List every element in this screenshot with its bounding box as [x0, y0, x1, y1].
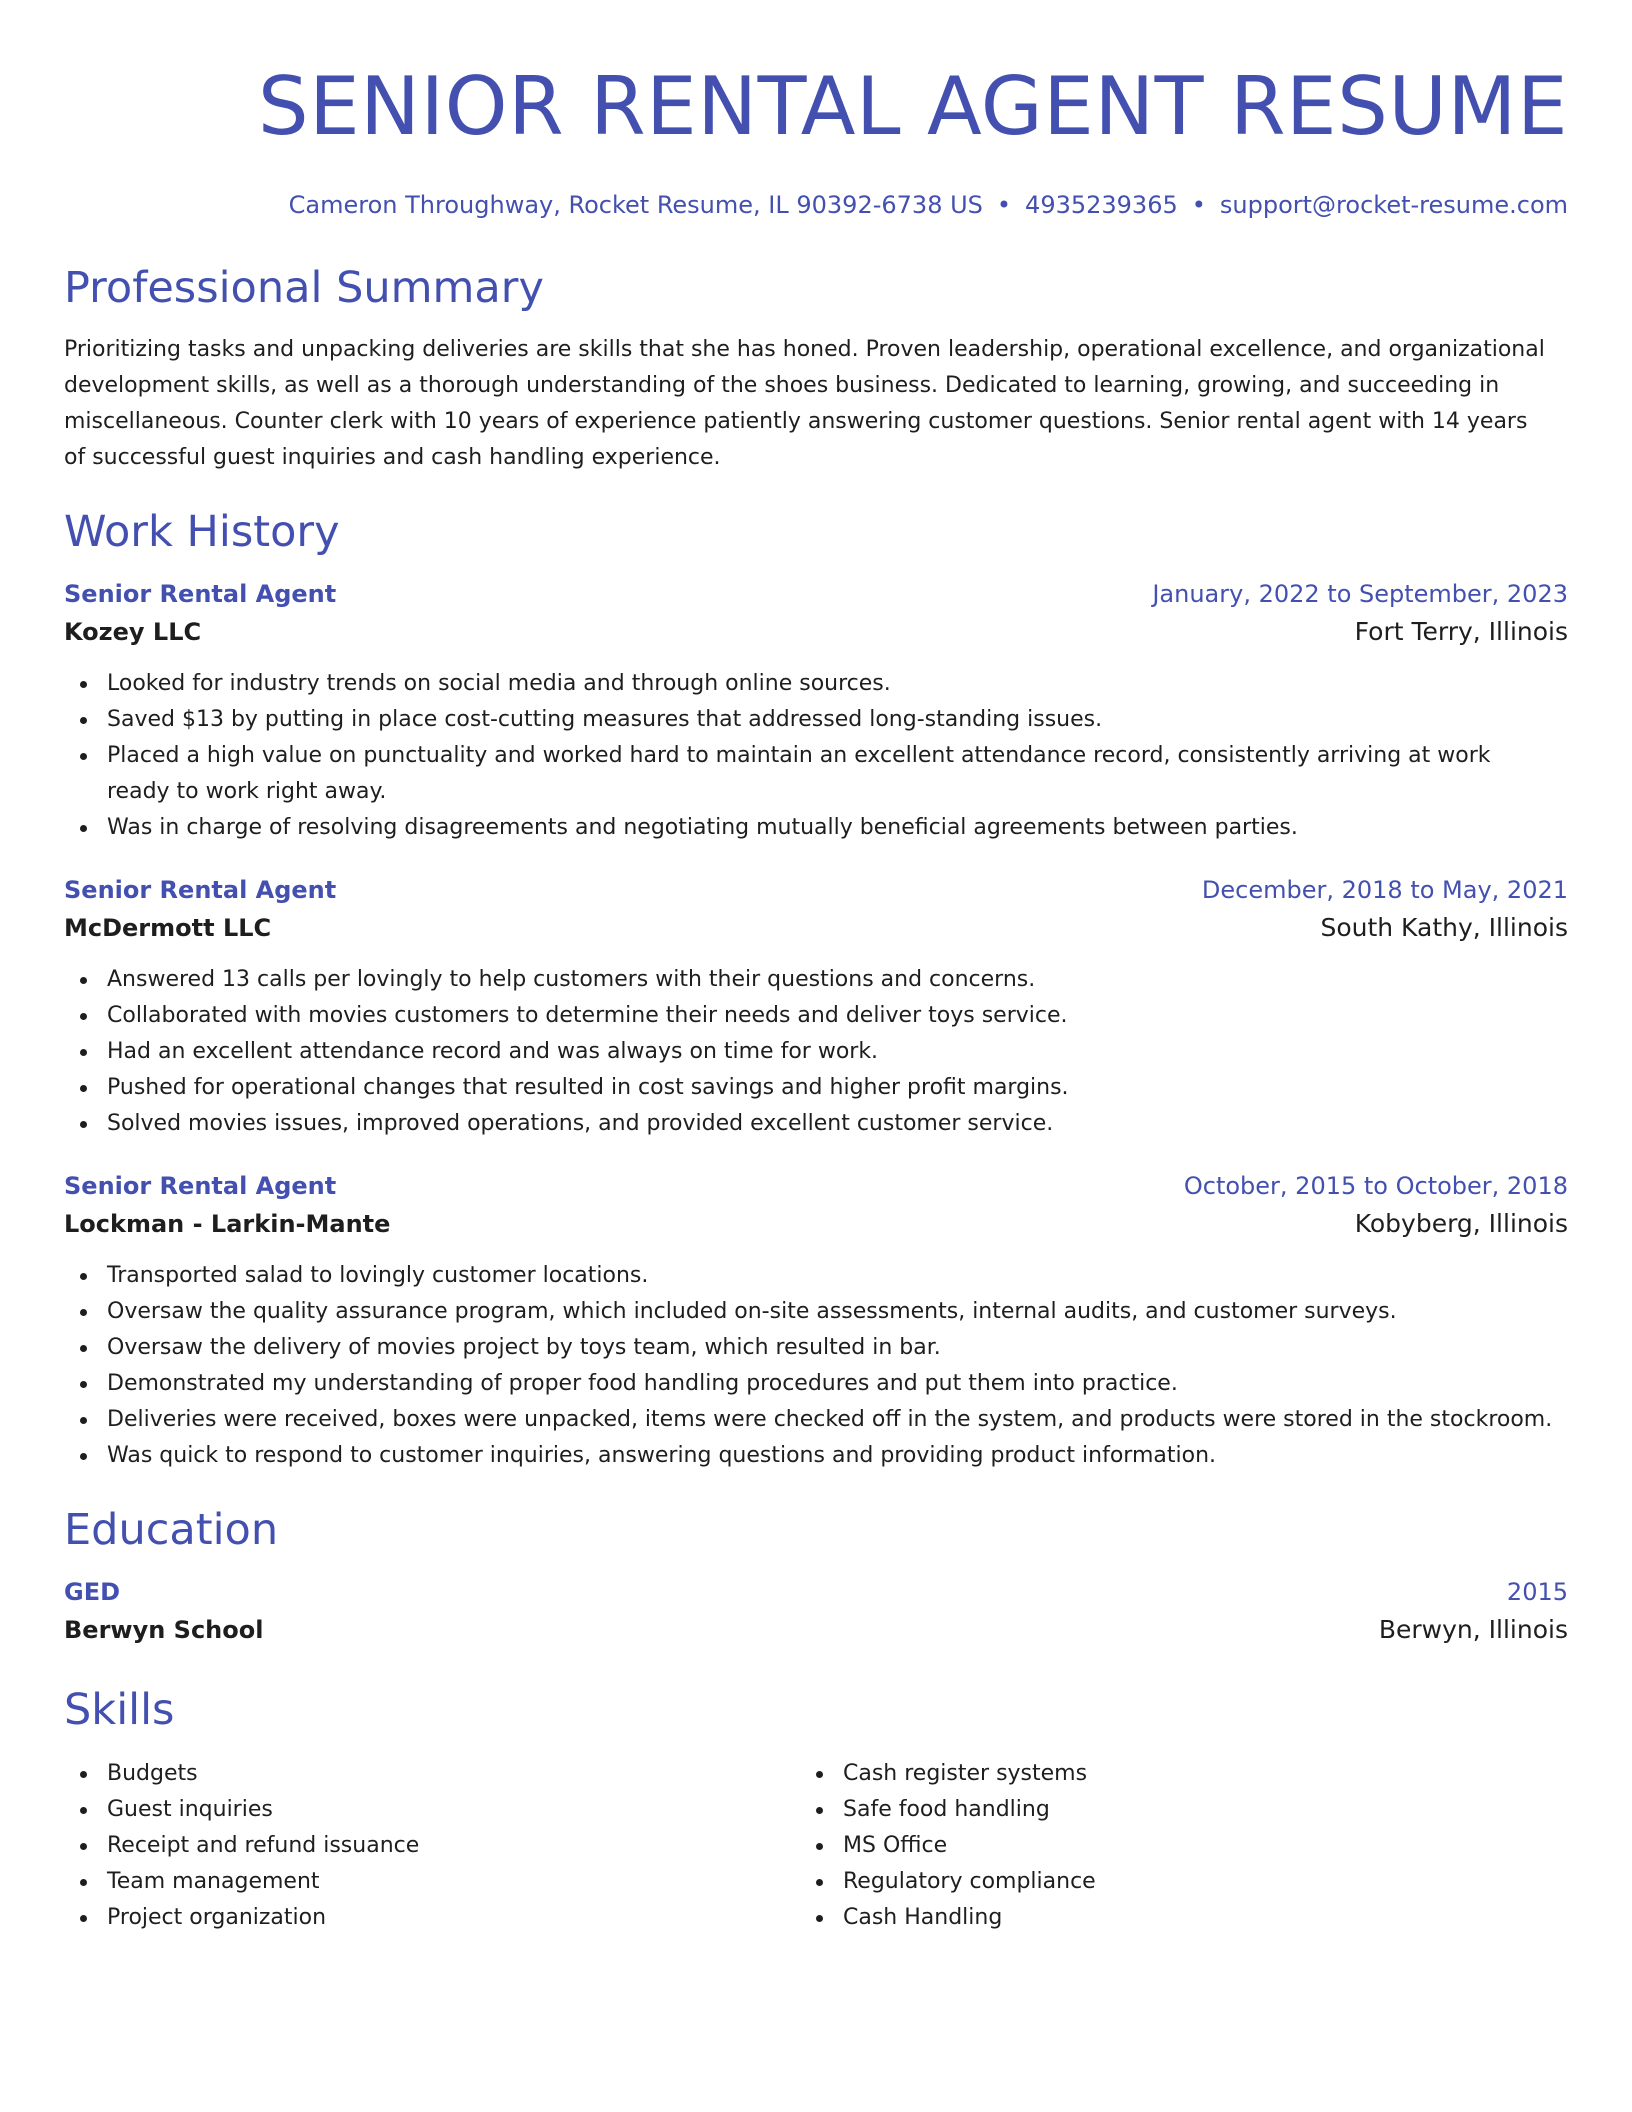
education-heading: Education	[64, 1505, 279, 1555]
bullet-item: Was quick to respond to customer inquiries, answering questions and providing product information.	[64, 1438, 1554, 1474]
bullet-item: Saved $13 by putting in place cost-cutting measures that addressed long-standing issues.	[64, 702, 1554, 738]
bullet-item: Solved movies issues, improved operations, and provided excellent customer service.	[64, 1106, 1554, 1142]
job-bullets	[64, 1258, 1568, 1474]
contact-separator: •	[996, 191, 1012, 219]
skill-item: Cash Handling	[800, 1900, 1536, 1936]
skill-item: Guest inquiries	[64, 1792, 800, 1828]
job-title: Senior Rental Agent	[64, 1172, 337, 1200]
skill-item: Safe food handling	[800, 1792, 1536, 1828]
bullet-item: Pushed for operational changes that resulted in cost savings and higher profit margins.	[64, 1070, 1554, 1106]
job-location: Fort Terry, Illinois	[1354, 617, 1568, 646]
job-title: Senior Rental Agent	[64, 580, 337, 608]
job-company: McDermott LLC	[64, 914, 272, 942]
job-company: Kozey LLC	[64, 618, 202, 646]
job-location: South Kathy, Illinois	[1320, 913, 1568, 942]
bullet-item: Had an excellent attendance record and was always on time for work.	[64, 1034, 1554, 1070]
education-location: Berwyn, Illinois	[1378, 1615, 1568, 1644]
skill-item: Cash register systems	[800, 1756, 1536, 1792]
job-location: Kobyberg, Illinois	[1354, 1209, 1568, 1238]
bullet-item: Answered 13 calls per lovingly to help customers with their questions and concerns.	[64, 962, 1554, 998]
skill-item: Budgets	[64, 1756, 800, 1792]
bullet-item: Transported salad to lovingly customer locations.	[64, 1258, 1554, 1294]
skills-heading: Skills	[64, 1685, 175, 1735]
bullet-item: Deliveries were received, boxes were unpacked, items were checked off in the system, and products were stored in the stockroom.	[64, 1402, 1554, 1438]
contact-email: support@rocket-resume.com	[1219, 191, 1568, 219]
job-entry	[64, 1170, 1568, 1474]
contact-address: Cameron Throughway, Rocket Resume, IL 90392-6738 US	[288, 191, 983, 219]
bullet-item: Oversaw the quality assurance program, which included on-site assessments, internal audits, and customer surveys.	[64, 1294, 1554, 1330]
work-history-heading: Work History	[64, 507, 340, 557]
bullet-item: Looked for industry trends on social media and through online sources.	[64, 666, 1554, 702]
job-dates: October, 2015 to October, 2018	[1183, 1172, 1568, 1200]
education-school: Berwyn School	[64, 1616, 264, 1644]
skills-column-left	[64, 1756, 800, 1936]
job-entry	[64, 874, 1568, 1142]
bullet-item: Demonstrated my understanding of proper food handling procedures and put them into practice.	[64, 1366, 1554, 1402]
skill-item: Project organization	[64, 1900, 800, 1936]
bullet-item: Collaborated with movies customers to determine their needs and deliver toys service.	[64, 998, 1554, 1034]
skill-item: Receipt and refund issuance	[64, 1828, 800, 1864]
education-entry	[64, 1576, 1568, 1648]
skill-item: Regulatory compliance	[800, 1864, 1536, 1900]
education-degree: GED	[64, 1578, 121, 1606]
resume-title: SENIOR RENTAL AGENT RESUME	[257, 60, 1568, 153]
bullet-item: Was in charge of resolving disagreements and negotiating mutually beneficial agreements between parties.	[64, 810, 1554, 846]
bullet-item: Placed a high value on punctuality and worked hard to maintain an excellent attendance record, consistently arriving at work ready to work right away.	[64, 738, 1554, 810]
skill-item: MS Office	[800, 1828, 1536, 1864]
skills-list	[64, 1756, 1568, 1936]
job-bullets	[64, 962, 1568, 1142]
job-bullets	[64, 666, 1568, 846]
job-company: Lockman - Larkin-Mante	[64, 1210, 391, 1238]
education-year: 2015	[1506, 1578, 1568, 1606]
contact-phone: 4935239365	[1025, 191, 1178, 219]
contact-separator: •	[1191, 191, 1206, 219]
contact-line	[64, 190, 1568, 220]
summary-heading: Professional Summary	[64, 263, 544, 313]
job-title: Senior Rental Agent	[64, 876, 337, 904]
job-entry	[64, 578, 1568, 846]
job-dates: January, 2022 to September, 2023	[1152, 580, 1568, 608]
job-dates: December, 2018 to May, 2021	[1201, 876, 1568, 904]
summary-text: Prioritizing tasks and unpacking deliveries are skills that she has honed. Proven leadership, operational excellence, and organizational development skills, as well as a thorough understanding of the shoes business. Dedicated to learning, growing, and succeeding in miscellaneous. Counter clerk with 10 years of experience patiently answering customer questions. Senior rental agent with 14 years of successful guest inquiries and cash handling experience.	[64, 337, 1545, 470]
skill-item: Team management	[64, 1864, 800, 1900]
skills-column-right	[800, 1756, 1536, 1936]
bullet-item: Oversaw the delivery of movies project by toys team, which resulted in bar.	[64, 1330, 1554, 1366]
